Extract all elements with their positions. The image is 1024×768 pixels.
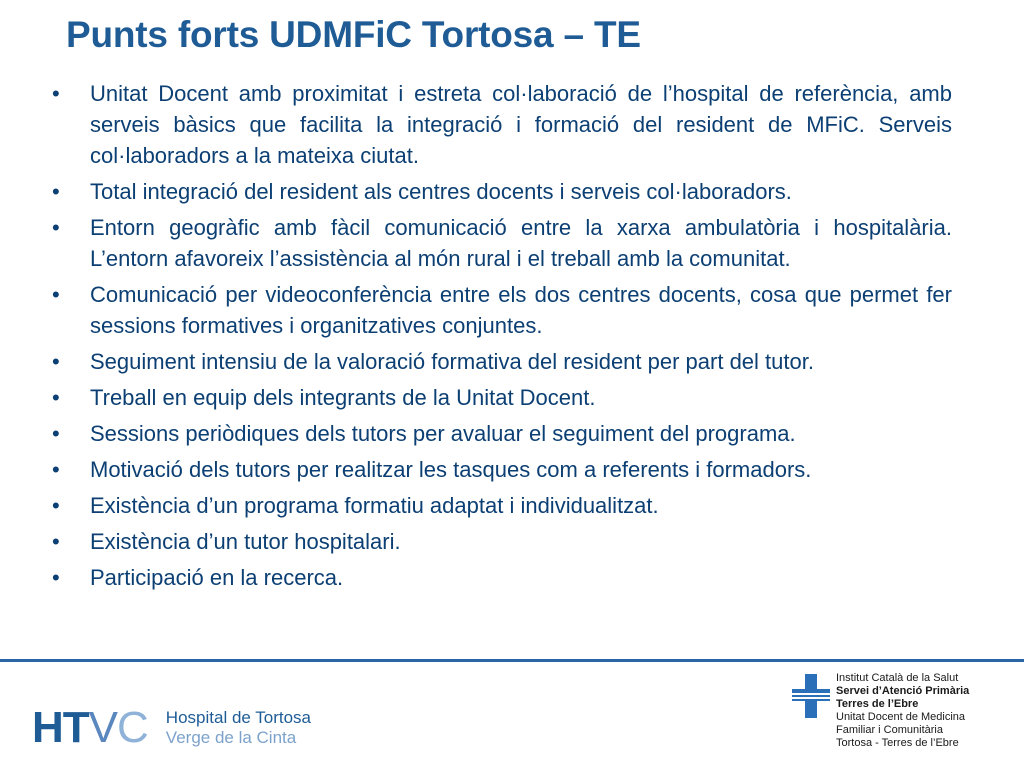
slide-title: Punts forts UDMFiC Tortosa – TE	[66, 14, 641, 55]
ics-logo-text	[836, 672, 969, 750]
bullet-icon: •	[52, 179, 60, 204]
ics-line-1: Institut Català de la Salut	[836, 672, 959, 684]
ics-line-5: Familiar i Comunitària	[836, 724, 943, 736]
bullet-text: Motivació dels tutors per realitzar les tasques com a referents i formadors.	[90, 457, 812, 482]
bullet-item	[52, 78, 952, 171]
bullet-item	[52, 346, 952, 377]
ics-line-3: Terres de l’Ebre	[836, 698, 919, 710]
bullet-text: Comunicació per videoconferència entre els dos centres docents, cosa que permet fer sessions formatives i organitzatives conjuntes.	[90, 282, 952, 338]
bullet-text: Unitat Docent amb proximitat i estreta col·laboració de l’hospital de referència, amb serveis bàsics que facilita la integració i formació del resident de MFiC. Serveis col·laboradors a la mateixa ciutat.	[90, 81, 952, 168]
bullet-icon: •	[52, 529, 60, 554]
bullet-icon: •	[52, 215, 60, 240]
hospital-subname: Verge de la Cinta	[165, 728, 297, 747]
ics-line-6: Tortosa - Terres de l’Ebre	[836, 737, 959, 749]
bullet-text: Treball en equip dels integrants de la Unitat Docent.	[90, 385, 596, 410]
bullet-item	[52, 418, 952, 449]
bullet-text: Seguiment intensiu de la valoració formativa del resident per part del tutor.	[90, 349, 814, 374]
footer-divider	[0, 659, 1024, 662]
htvc-logo-mark	[32, 703, 148, 752]
bullet-icon: •	[52, 349, 60, 374]
bullet-item	[52, 212, 952, 274]
bullet-item	[52, 490, 952, 521]
bullet-text: Entorn geogràfic amb fàcil comunicació entre la xarxa ambulatòria i hospitalària. L’entorn afavoreix l’assistència al món rural i el treball amb la comunitat.	[90, 215, 952, 271]
hospital-logo-text	[166, 708, 311, 748]
logo-c: C	[117, 703, 148, 752]
bullet-item	[52, 526, 952, 557]
bullet-icon: •	[52, 457, 60, 482]
bullet-text: Existència d’un programa formatiu adaptat i individualitzat.	[90, 493, 659, 518]
bullet-icon: •	[52, 282, 60, 307]
ics-logo	[792, 672, 969, 750]
bullet-list	[52, 78, 952, 598]
ics-line-2: Servei d’Atenció Primària	[836, 685, 970, 697]
hospital-name: Hospital de Tortosa	[165, 708, 312, 727]
ics-line-4: Unitat Docent de Medicina	[836, 711, 966, 723]
bullet-icon: •	[52, 385, 60, 410]
bullet-item	[52, 176, 952, 207]
bullet-icon: •	[52, 81, 60, 106]
bullet-icon: •	[52, 493, 60, 518]
bullet-text: Participació en la recerca.	[90, 565, 344, 590]
bullet-item	[52, 562, 952, 593]
bullet-item	[52, 279, 952, 341]
bullet-icon: •	[52, 565, 60, 590]
bullet-text: Total integració del resident als centres docents i serveis col·laboradors.	[90, 179, 792, 204]
ics-cross-icon	[792, 674, 830, 718]
bullet-item	[52, 454, 952, 485]
logo-v: V	[88, 703, 118, 752]
bullet-icon: •	[52, 421, 60, 446]
bullet-text: Sessions periòdiques dels tutors per avaluar el seguiment del programa.	[90, 421, 796, 446]
bullet-text: Existència d’un tutor hospitalari.	[90, 529, 401, 554]
logo-ht: HT	[32, 703, 89, 752]
hospital-logo	[32, 703, 312, 752]
bullet-item	[52, 382, 952, 413]
